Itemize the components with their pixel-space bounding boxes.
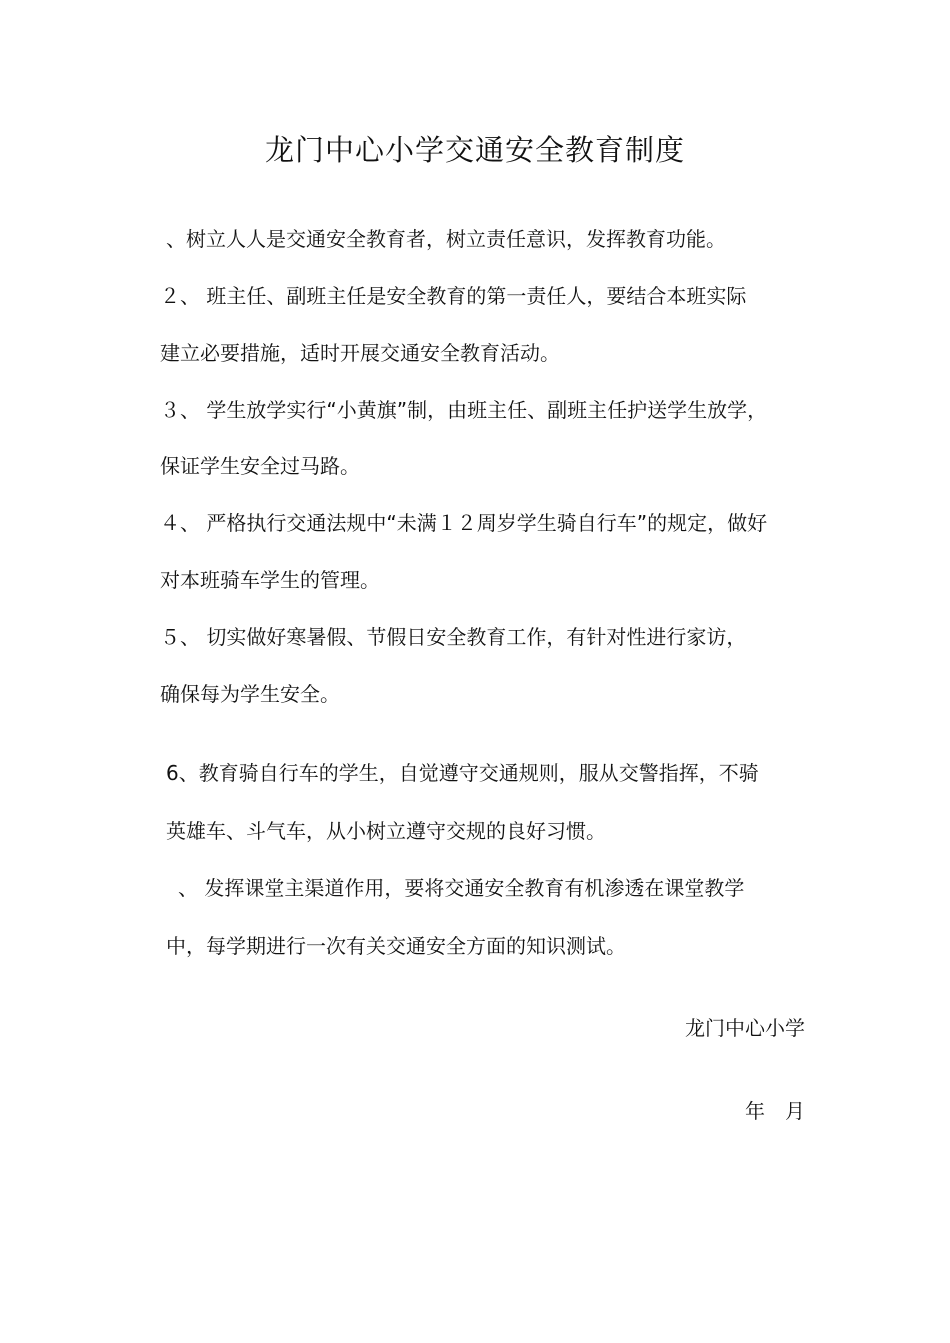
rule-6-line-2: 英雄车、斗气车，从小树立遵守交规的良好习惯。 (166, 819, 606, 843)
rule-4-line-2: 对本班骑车学生的管理。 (160, 568, 380, 592)
rule-1-line-1: 、树立人人是交通安全教育者，树立责任意识，发挥教育功能。 (166, 227, 726, 251)
rule-6-line-1: 6、教育骑自行车的学生，自觉遵守交通规则，服从交警指挥，不骑 (166, 761, 759, 785)
signature-school: 龙门中心小学 (685, 1016, 805, 1040)
rule-2-line-2: 建立必要措施，适时开展交通安全教育活动。 (160, 341, 560, 365)
rule-3-line-2: 保证学生安全过马路。 (160, 454, 360, 478)
rule-5-line-1: ５、 切实做好寒暑假、节假日安全教育工作，有针对性进行家访， (160, 625, 747, 649)
rule-7-line-1: 、 发挥课堂主渠道作用，要将交通安全教育有机渗透在课堂教学 (178, 876, 745, 900)
document-title: 龙门中心小学交通安全教育制度 (264, 133, 685, 167)
rule-2-line-1: ２、 班主任、副班主任是安全教育的第一责任人，要结合本班实际 (160, 284, 747, 308)
rule-3-line-1: ３、 学生放学实行“小黄旗”制，由班主任、副班主任护送学生放学， (160, 398, 768, 422)
rule-5-line-2: 确保每为学生安全。 (160, 682, 340, 706)
rule-4-line-1: ４、 严格执行交通法规中“未满１２周岁学生骑自行车”的规定，做好 (160, 511, 768, 535)
rule-7-line-2: 中，每学期进行一次有关交通安全方面的知识测试。 (166, 934, 626, 958)
signature-date: 年 月 (745, 1099, 805, 1123)
